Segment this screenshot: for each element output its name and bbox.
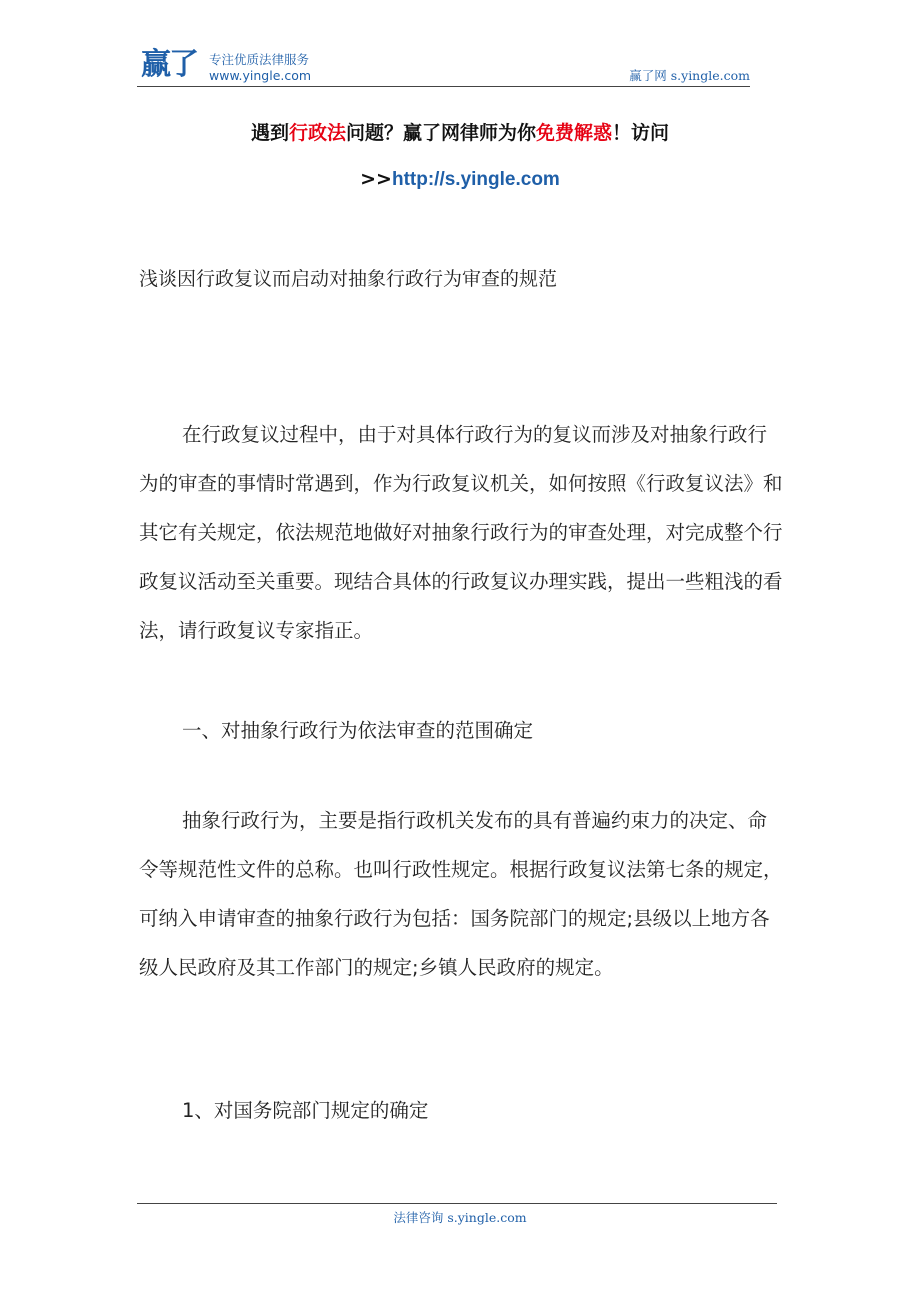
body-paragraph: 抽象行政行为，主要是指行政机关发布的具有普遍约束力的决定、命令等规范性文件的总称。也叫行政性规定。根据行政复议法第七条的规定，可纳入申请审查的抽象行政行为包括：国务院部门的规定;县级以上地方各级人民政府及其工作部门的规定;乡镇人民政府的规定。 [139, 809, 783, 979]
promo-highlight-topic: 行政法 [288, 122, 346, 144]
promo-text: 遇到 [250, 122, 289, 144]
promo-highlight-free: 免费解惑 [536, 122, 613, 144]
header-divider [137, 86, 750, 87]
subsection-heading: 1、对国务院部门规定的确定 [182, 1099, 429, 1122]
footer-divider [137, 1203, 777, 1204]
promo-arrow: >> [360, 168, 392, 190]
footer-link[interactable]: 法律咨询 s.yingle.com [393, 1210, 527, 1225]
body-paragraph: 在行政复议过程中，由于对具体行政行为的复议而涉及对抽象行政行为的审查的事情时常遇到，作为行政复议机关，如何按照《行政复议法》和其它有关规定，依法规范地做好对抽象行政行为的审查处理，对完成整个行政复议活动至关重要。现结合具体的行政复议办理实践，提出一些粗浅的看法，请行政复议专家指正。 [139, 423, 783, 642]
promo-text: ！访问 [612, 122, 670, 144]
promo-link-line [0, 168, 920, 191]
promo-text: 问题？赢了网律师为你 [345, 122, 536, 144]
page-header [137, 46, 750, 86]
header-site-link[interactable]: 赢了网 s.yingle.com [629, 68, 750, 83]
logo[interactable]: 赢了 [141, 47, 197, 82]
logo-tagline: 专注优质法律服务 [209, 52, 310, 67]
section-heading: 一、对抽象行政行为依法审查的范围确定 [182, 719, 534, 742]
promo-banner-line [0, 118, 920, 145]
promo-link[interactable]: http://s.yingle.com [391, 169, 560, 190]
document-title: 浅谈因行政复议而启动对抽象行政行为审查的规范 [139, 268, 558, 290]
logo-url[interactable]: www.yingle.com [209, 68, 312, 83]
